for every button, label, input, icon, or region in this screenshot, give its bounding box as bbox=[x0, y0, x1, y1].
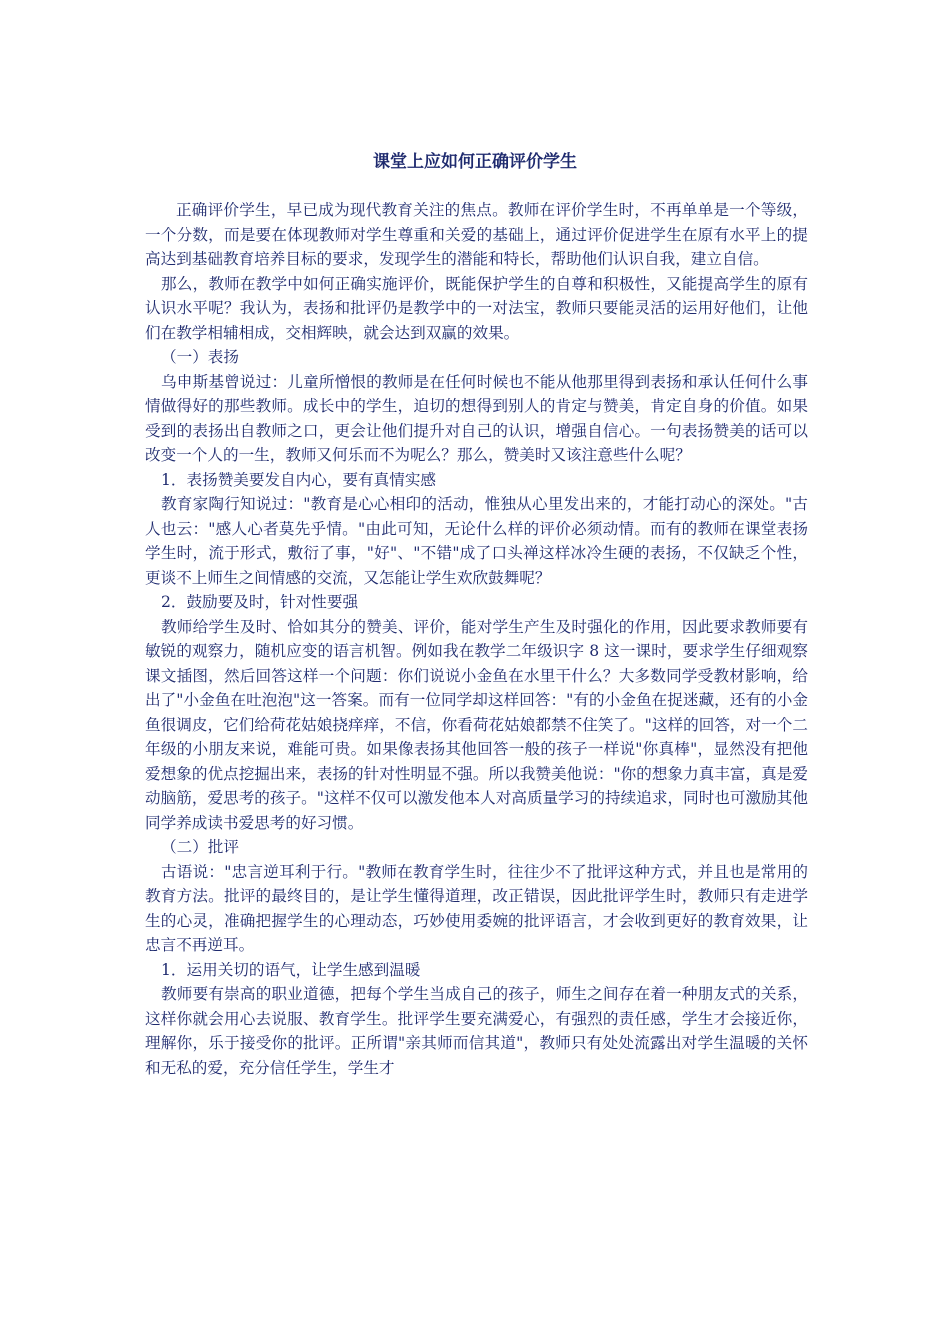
subheading-criticism-1: 1．运用关切的语气，让学生感到温暖 bbox=[161, 960, 421, 979]
document-body bbox=[145, 198, 808, 1080]
paragraph-criticism-intro: 古语说："忠言逆耳利于行。"教师在教育学生时，往往少不了批评这种方式，并且也是常用的教育方法。批评的最终目的，是让学生懂得道理，改正错误，因此批评学生时，教师只有走进学生的心灵，准确把握学生的心理动态，巧妙使用委婉的批评语言，才会收到更好的教育效果，让忠言不再逆耳。 bbox=[145, 862, 808, 954]
paragraph-praise-intro: 乌申斯基曾说过：儿童所憎恨的教师是在任何时候也不能从他那里得到表扬和承认任何什么事情做得好的那些教师。成长中的学生，迫切的想得到别人的肯定与赞美，肯定自身的价值。如果受到的表扬出自教师之口，更会让他们提升对自己的认识，增强自信心。一句表扬赞美的话可以改变一个人的一生，教师又何乐而不为呢么？那么，赞美时又该注意些什么呢？ bbox=[145, 372, 808, 464]
paragraph-intro: 正确评价学生，早已成为现代教育关注的焦点。教师在评价学生时，不再单单是一个等级，一个分数，而是要在体现教师对学生尊重和关爱的基础上，通过评价促进学生在原有水平上的提高达到基础教育培养目标的要求，发现学生的潜能和特长，帮助他们认识自我，建立自信。 bbox=[145, 201, 808, 268]
paragraph-question: 那么，教师在教学中如何正确实施评价，既能保护学生的自尊和积极性，又能提高学生的原有认识水平呢？我认为，表扬和批评仍是教学中的一对法宝，教师只要能灵活的运用好他们，让他们在教学相辅相成，交相辉映，就会达到双赢的效果。 bbox=[145, 274, 808, 342]
document-title: 课堂上应如何正确评价学生 bbox=[373, 152, 577, 172]
paragraph-praise-2: 教师给学生及时、恰如其分的赞美、评价，能对学生产生及时强化的作用，因此要求教师要有敏锐的观察力，随机应变的语言机智。例如我在教学二年级识字 8 这一课时，要求学生仔细观察课文插图，然后回答这样一个问题：你们说说小金鱼在水里干什么？大多数同学受教材影响，给出了"小金鱼在吐泡泡"这一答案。而有一位同学却这样回答："有的小金鱼在捉迷藏，还有的小金鱼很调皮，它们给荷花姑娘挠痒痒，不信，你看荷花姑娘都禁不住笑了。"这样的回答，对一个二年级的小朋友来说，难能可贵。如果像表扬其他回答一般的孩子一样说"你真棒"，显然没有把他爱想象的优点挖掘出来，表扬的针对性明显不强。所以我赞美他说："你的想象力真丰富，真是爱动脑筋，爱思考的孩子。"这样不仅可以激发他本人对高质量学习的持续追求，同时也可激励其他同学养成读书爱思考的好习惯。 bbox=[145, 617, 808, 832]
paragraph-criticism-1: 教师要有崇高的职业道德，把每个学生当成自己的孩子，师生之间存在着一种朋友式的关系，这样你就会用心去说服、教育学生。批评学生要充满爱心，有强烈的责任感，学生才会接近你，理解你，乐于接受你的批评。正所谓"亲其师而信其道"，教师只有处处流露出对学生温暖的关怀和无私的爱，充分信任学生，学生才 bbox=[145, 985, 808, 1077]
section-heading-criticism: （二）批评 bbox=[161, 838, 239, 856]
section-heading-praise: （一）表扬 bbox=[161, 348, 239, 366]
subheading-praise-2: 2．鼓励要及时，针对性要强 bbox=[161, 593, 359, 611]
subheading-praise-1: 1．表扬赞美要发自内心，要有真情实感 bbox=[161, 470, 437, 489]
paragraph-praise-1: 教育家陶行知说过："教育是心心相印的活动，惟独从心里发出来的，才能打动心的深处。"古人也云："感人心者莫先乎情。"由此可知，无论什么样的评价必须动情。而有的教师在课堂表扬学生时，流于形式，敷衍了事，"好"、"不错"成了口头禅这样冰冷生硬的表扬，不仅缺乏个性，更谈不上师生之间情感的交流，又怎能让学生欢欣鼓舞呢？ bbox=[145, 495, 808, 587]
